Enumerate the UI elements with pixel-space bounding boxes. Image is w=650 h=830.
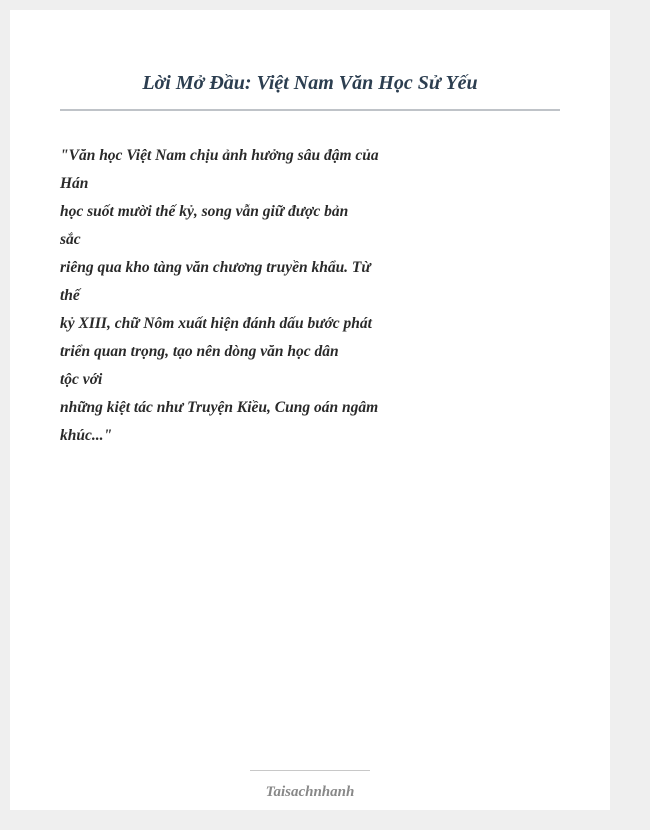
text-line: học suốt mười thế kỷ, song vẫn giữ được bản xyxy=(60,203,349,220)
text-line: Hán xyxy=(60,175,89,192)
text-line: thế xyxy=(60,287,80,304)
quote-body xyxy=(60,142,379,450)
text-line: triển quan trọng, tạo nên dòng văn học dân xyxy=(60,343,339,360)
document-page xyxy=(10,10,610,810)
text-line: khúc..." xyxy=(60,427,113,444)
page-title: Lời Mở Đầu: Việt Nam Văn Học Sử Yếu xyxy=(142,72,478,94)
footer-divider xyxy=(250,770,370,771)
text-line: riêng qua kho tàng văn chương truyền khẩu. Từ xyxy=(60,259,371,276)
footer-text: Taisachnhanh xyxy=(265,784,355,800)
text-line: tộc với xyxy=(60,371,103,388)
text-line: sắc xyxy=(60,231,81,248)
text-line: "Văn học Việt Nam chịu ảnh hưởng sâu đậm của xyxy=(60,147,379,164)
title-divider xyxy=(60,109,560,111)
text-line: những kiệt tác như Truyện Kiều, Cung oán ngâm xyxy=(60,399,379,416)
text-line: kỷ XIII, chữ Nôm xuất hiện đánh dấu bước phát xyxy=(60,315,372,332)
